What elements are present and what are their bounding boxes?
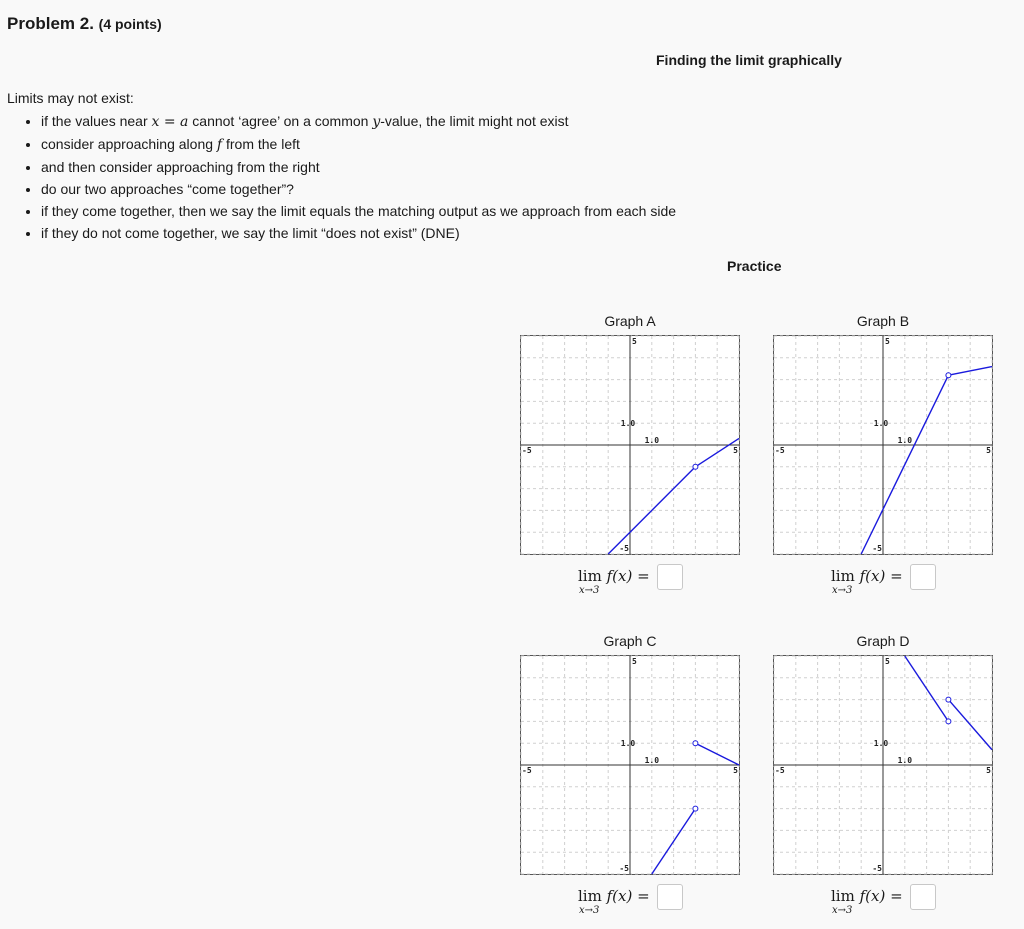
tick-label-one-x: 1.0 [644, 756, 660, 765]
tick-label-ymin: -5 [872, 544, 882, 553]
intro-text: Limits may not exist: [7, 90, 134, 106]
list-item: • consider approaching along f from the left [41, 133, 676, 156]
tick-label-one-y: 1.0 [873, 739, 889, 749]
open-point [693, 464, 698, 469]
graph-c-plot [520, 655, 740, 875]
tick-label-ymax: 5 [885, 337, 890, 346]
tick-label-xmax: 5 [733, 446, 738, 455]
tick-label-xmin: -5 [775, 446, 785, 455]
graph-a-title: Graph A [604, 313, 656, 329]
graph-c-title: Graph C [603, 633, 657, 649]
graph-d-answer-input[interactable] [910, 884, 936, 910]
problem-number: Problem 2. [7, 14, 94, 33]
tick-label-one-x: 1.0 [644, 436, 660, 445]
problem-title [7, 14, 162, 34]
graph-b-answer-input[interactable] [910, 564, 936, 590]
graph-d-title: Graph D [856, 633, 910, 649]
tick-label-ymin: -5 [619, 544, 629, 553]
tick-label-ymax: 5 [632, 657, 637, 666]
tick-label-xmax: 5 [986, 446, 991, 455]
tick-label-one-y: 1.0 [620, 739, 636, 749]
graph-d-plot [773, 655, 993, 875]
list-item: • if they come together, then we say the limit equals the matching output as we approach from each side [41, 200, 676, 222]
tick-label-ymax: 5 [632, 337, 637, 346]
tick-label-one-y: 1.0 [873, 419, 889, 429]
practice-heading: Practice [727, 258, 782, 274]
list-item: • and then consider approaching from the right [41, 156, 676, 178]
graph-a-plot [520, 335, 740, 555]
tick-label-xmin: -5 [522, 766, 532, 775]
graph-b-plot [773, 335, 993, 555]
bullet-list [22, 110, 676, 244]
open-point [693, 741, 698, 746]
tick-label-ymin: -5 [872, 864, 882, 873]
section-heading: Finding the limit graphically [656, 52, 842, 68]
open-point [946, 373, 951, 378]
tick-label-ymin: -5 [619, 864, 629, 873]
open-point [693, 806, 698, 811]
tick-label-xmin: -5 [522, 446, 532, 455]
tick-label-xmax: 5 [733, 766, 738, 775]
list-item: • if the values near x = a cannot ‘agree’ on a common y-value, the limit might not exist [41, 110, 676, 133]
open-point [946, 719, 951, 724]
tick-label-one-y: 1.0 [620, 419, 636, 429]
tick-label-xmax: 5 [986, 766, 991, 775]
tick-label-one-x: 1.0 [897, 756, 913, 765]
list-item: • do our two approaches “come together”? [41, 178, 676, 200]
list-item: • if they do not come together, we say the limit “does not exist” (DNE) [41, 222, 676, 244]
tick-label-ymax: 5 [885, 657, 890, 666]
graph-a-answer-input[interactable] [657, 564, 683, 590]
open-point [946, 697, 951, 702]
tick-label-xmin: -5 [775, 766, 785, 775]
problem-points: (4 points) [98, 16, 162, 32]
tick-label-one-x: 1.0 [897, 436, 913, 445]
graph-b-title: Graph B [856, 313, 910, 329]
graph-c-answer-input[interactable] [657, 884, 683, 910]
